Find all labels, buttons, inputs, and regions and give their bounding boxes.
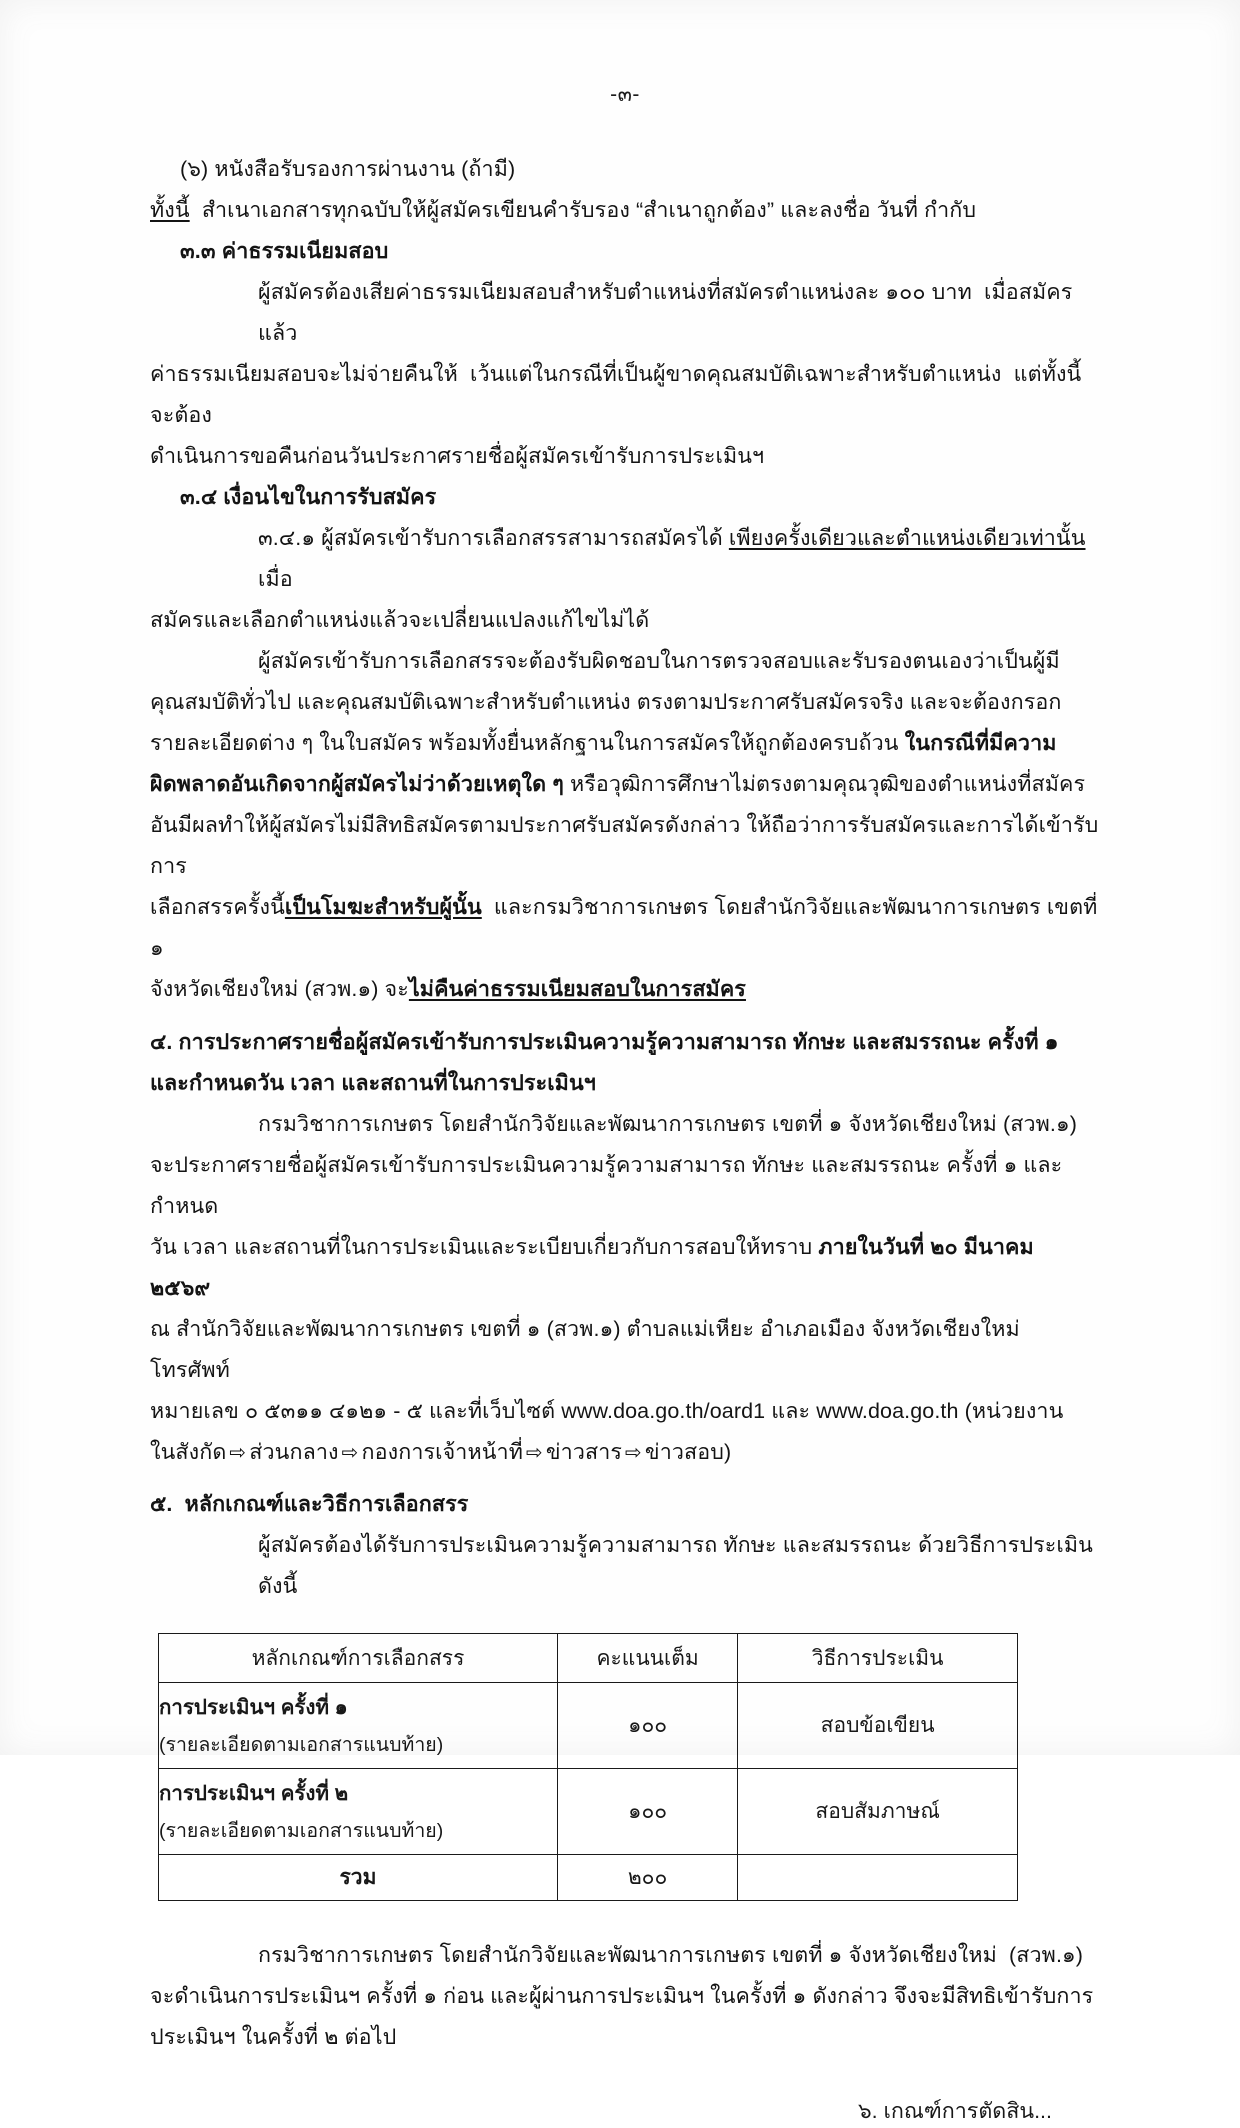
- section-5-intro: ผู้สมัครต้องได้รับการประเมินความรู้ความสามารถ ทักษะ และสมรรถนะ ด้วยวิธีการประเมิน ดังนี้: [258, 1533, 1099, 1598]
- section-4-address-line: ณ สำนักวิจัยและพัฒนาการเกษตร เขตที่ ๑ (สวพ.๑) ตำบลแม่เหียะ อำเภอเมือง จังหวัดเชียงใหม่ โทรศัพท์: [150, 1317, 1026, 1382]
- paragraph-3-4-1-line-1: [150, 518, 1100, 600]
- arrow-right-icon: ⇨: [526, 1442, 543, 1464]
- paragraph-3-4-1-line-2: สมัครและเลือกตำแหน่งแล้วจะเปลี่ยนแปลงแก้ไขไม่ได้: [150, 608, 650, 632]
- column-header-criteria: หลักเกณฑ์การเลือกสรร: [159, 1634, 558, 1683]
- arrow-right-icon: ⇨: [625, 1442, 642, 1464]
- after-table-line-2: จะดำเนินการประเมินฯ ครั้งที่ ๑ ก่อน และผู้ผ่านการประเมินฯ ในครั้งที่ ๑ ดังกล่าว จึงจะมีสิทธิเข้ารับการ: [150, 1984, 1094, 2008]
- responsibility-line-4-normal: หรือวุฒิการศึกษาไม่ตรงตามคุณวุฒิของตำแหน่งที่สมัคร: [570, 772, 1086, 796]
- section-4-line-3-normal: วัน เวลา และสถานที่ในการประเมินและระเบียบเกี่ยวกับการสอบให้ทราบ: [150, 1235, 819, 1259]
- page-number: -๓-: [610, 83, 640, 106]
- table-row: [159, 1683, 1018, 1769]
- nav-part-2: กองการเจ้าหน้าที่: [361, 1440, 523, 1464]
- no-refund-pre: จังหวัดเชียงใหม่ (สวพ.๑) จะ: [150, 977, 409, 1001]
- criteria-2-note: (รายละเอียดตามเอกสารแนบท้าย): [159, 1819, 444, 1842]
- cell-method-2: สอบสัมภาษณ์: [738, 1769, 1018, 1855]
- section-4-line-1: กรมวิชาการเกษตร โดยสำนักวิจัยและพัฒนาการเกษตร เขตที่ ๑ จังหวัดเชียงใหม่ (สวพ.๑): [258, 1112, 1077, 1136]
- responsibility-line-3: [150, 723, 1100, 764]
- section-4-contact-line: หมายเลข ๐ ๕๓๑๑ ๔๑๒๑ - ๕ และที่เว็บไซต์ www.doa.go.th/oard1 และ www.doa.go.th (หน่วยงาน: [150, 1399, 1064, 1423]
- table-total-row: [159, 1855, 1018, 1901]
- heading-3-3: ๓.๓ ค่าธรรมเนียมสอบ: [180, 239, 389, 263]
- criteria-table-head: [159, 1634, 1018, 1683]
- cell-criteria-1: [159, 1683, 558, 1769]
- heading-4-line-2: และกำหนดวัน เวลา และสถานที่ในการประเมินฯ: [150, 1071, 596, 1095]
- section-4-navigation-path: [150, 1432, 1100, 1474]
- paragraph-3-3-line-3: ดำเนินการขอคืนก่อนวันประกาศรายชื่อผู้สมัครเข้ารับการประเมินฯ: [150, 444, 765, 468]
- cell-total-score: ๒๐๐: [557, 1855, 737, 1901]
- body-text: [150, 149, 1104, 1607]
- nav-part-1: ส่วนกลาง: [249, 1440, 339, 1464]
- page-content: [150, 0, 1104, 2128]
- responsibility-line-6: [150, 887, 1104, 969]
- cell-method-1: สอบข้อเขียน: [738, 1683, 1018, 1769]
- nav-part-4: ข่าวสอบ): [644, 1440, 732, 1464]
- cell-score-2: ๑๐๐: [557, 1769, 737, 1855]
- arrow-right-icon: ⇨: [229, 1442, 247, 1464]
- heading-3-4: ๓.๔ เงื่อนไขในการรับสมัคร: [180, 485, 437, 509]
- cell-total-method: [738, 1855, 1018, 1901]
- responsibility-line-2: คุณสมบัติทั่วไป และคุณสมบัติเฉพาะสำหรับตำแหน่ง ตรงตามประกาศรับสมัครจริง และจะต้องกรอก: [150, 690, 1062, 714]
- cell-total-label: รวม: [159, 1855, 558, 1901]
- void-clause-emphasis: เป็นโมฆะสำหรับผู้นั้น: [284, 895, 482, 919]
- after-table-line-3: ประเมินฯ ในครั้งที่ ๒ ต่อไป: [150, 2025, 397, 2049]
- next-section-pointer: ๖. เกณฑ์การตัดสิน...: [857, 2099, 1052, 2123]
- heading-5: ๕. หลักเกณฑ์และวิธีการเลือกสรร: [150, 1492, 469, 1516]
- no-refund-emphasis: ไม่คืนค่าธรรมเนียมสอบในการสมัคร: [408, 977, 746, 1001]
- cell-criteria-2: [159, 1769, 558, 1855]
- criteria-2-title: การประเมินฯ ครั้งที่ ๒: [159, 1781, 349, 1805]
- nav-part-3: ข่าวสาร: [545, 1440, 623, 1464]
- responsibility-line-4: [150, 764, 1100, 805]
- void-clause-pre: เลือกสรรครั้งนี้: [150, 895, 285, 919]
- clause-3-4-1-pre: ๓.๔.๑ ผู้สมัครเข้ารับการเลือกสรรสามารถสมัครได้: [258, 526, 729, 550]
- responsibility-line-1: ผู้สมัครเข้ารับการเลือกสรรจะต้องรับผิดชอบในการตรวจสอบและรับรองตนเองว่าเป็นผู้มี: [258, 649, 1060, 673]
- criteria-table-body: [159, 1683, 1018, 1901]
- void-clause-post: และกรมวิชาการเกษตร โดยสำนักวิจัยและพัฒนาการเกษตร เขตที่ ๑: [150, 895, 1104, 960]
- announcement-deadline: ภายในวันที่ ๒๐ มีนาคม ๒๕๖๙: [150, 1235, 1040, 1300]
- list-item-6: (๖) หนังสือรับรองการผ่านงาน (ถ้ามี): [180, 157, 516, 181]
- criteria-table-wrap: [150, 1633, 1100, 1901]
- paragraph-all-this: [150, 190, 1100, 231]
- paragraph-3-3-line-2: ค่าธรรมเนียมสอบจะไม่จ่ายคืนให้ เว้นแต่ในกรณีที่เป็นผู้ขาดคุณสมบัติเฉพาะสำหรับตำแหน่ง แต่ทั้งนี้จะต้อง: [150, 362, 1082, 427]
- all-this-label: ทั้งนี้: [150, 198, 190, 222]
- criteria-1-note: (รายละเอียดตามเอกสารแนบท้าย): [159, 1733, 444, 1756]
- all-this-rest: สำเนาเอกสารทุกฉบับให้ผู้สมัครเขียนคำรับรอง “สำเนาถูกต้อง” และลงชื่อ วันที่ กำกับ: [189, 198, 977, 222]
- table-header-row: [159, 1634, 1018, 1683]
- section-4-line-3: [150, 1227, 1100, 1309]
- column-header-score: คะแนนเต็ม: [557, 1634, 737, 1683]
- paragraph-3-3-line-1: ผู้สมัครต้องเสียค่าธรรมเนียมสอบสำหรับตำแหน่งที่สมัครตำแหน่งละ ๑๐๐ บาท เมื่อสมัครแล้ว: [258, 280, 1073, 345]
- responsibility-line-5: อันมีผลทำให้ผู้สมัครไม่มีสิทธิสมัครตามประกาศรับสมัครดังกล่าว ให้ถือว่าการรับสมัครและการได้เข้ารับการ: [150, 813, 1099, 878]
- column-header-method: วิธีการประเมิน: [738, 1634, 1018, 1683]
- responsibility-line-3-normal: รายละเอียดต่าง ๆ ในใบสมัคร พร้อมทั้งยื่นหลักฐานในการสมัครให้ถูกต้องครบถ้วน: [150, 731, 905, 755]
- section-4-line-2: จะประกาศรายชื่อผู้สมัครเข้ารับการประเมินความรู้ความสามารถ ทักษะ และสมรรถนะ ครั้งที่ ๑ และกำหนด: [150, 1153, 1063, 1218]
- cell-score-1: ๑๐๐: [557, 1683, 737, 1769]
- responsibility-line-7: [150, 969, 1100, 1010]
- after-table-text: [150, 1935, 1100, 2058]
- nav-part-0: ในสังกัด: [150, 1440, 227, 1464]
- heading-4-line-1: ๔. การประกาศรายชื่อผู้สมัครเข้ารับการประเมินความรู้ความสามารถ ทักษะ และสมรรถนะ ครั้งที่ ๑: [150, 1030, 1059, 1054]
- responsibility-line-4-bold: ผิดพลาดอันเกิดจากผู้สมัครไม่ว่าด้วยเหตุใด ๆ: [150, 772, 570, 796]
- clause-3-4-1-post: เมื่อ: [258, 526, 1092, 591]
- arrow-right-icon: ⇨: [341, 1442, 359, 1464]
- criteria-table: [158, 1633, 1018, 1901]
- criteria-1-title: การประเมินฯ ครั้งที่ ๑: [159, 1695, 348, 1719]
- clause-3-4-1-emphasis: เพียงครั้งเดียวและตำแหน่งเดียวเท่านั้น: [728, 526, 1086, 550]
- responsibility-line-3-bold: ในกรณีที่มีความ: [904, 731, 1057, 755]
- table-row: [159, 1769, 1018, 1855]
- after-table-line-1: กรมวิชาการเกษตร โดยสำนักวิจัยและพัฒนาการเกษตร เขตที่ ๑ จังหวัดเชียงใหม่ (สวพ.๑): [258, 1943, 1084, 1967]
